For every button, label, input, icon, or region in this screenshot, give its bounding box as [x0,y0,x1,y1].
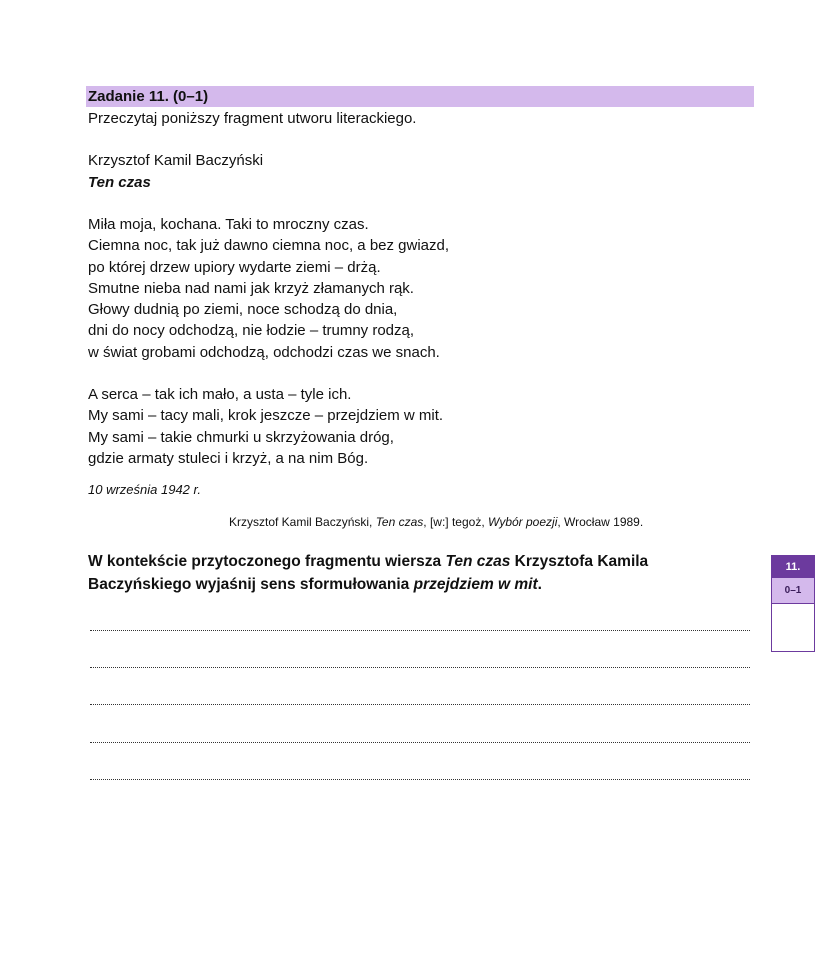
poem-line: Miła moja, kochana. Taki to mroczny czas. [88,216,369,233]
poem-line: Smutne nieba nad nami jak krzyż złamanych rąk. [88,279,414,297]
answer-line[interactable] [90,742,750,743]
question-part-1: W kontekście przytoczonego fragmentu wiersza [88,553,446,570]
poem-line: My sami – tacy mali, krok jeszcze – przejdziem w mit. [88,407,444,425]
source-book: Wybór poezji [488,515,558,529]
source-author: Krzysztof Kamil Baczyński, [229,515,376,529]
score-task-number: 11. [772,556,814,578]
answer-line[interactable] [90,779,750,780]
question-part-2: Krzysztofa Kamila Baczyńskiego wyjaśnij sens sformułowania [88,553,649,593]
source-title: Ten czas [375,515,424,529]
poem-line: w świat grobami odchodzą, odchodzi czas we snach. [88,343,440,361]
task-instruction: Przeczytaj poniższy fragment utworu literackiego. [88,110,417,127]
answer-line[interactable] [90,667,750,668]
question-text [88,550,728,596]
question-italic-1: Ten czas [445,553,511,570]
source-end: , Wrocław 1989. [557,515,644,529]
poem-line: My sami – takie chmurki u skrzyżowania dróg, [88,428,394,446]
question-italic-2: przejdziem w mit [413,576,538,593]
score-range: 0–1 [772,578,814,604]
poem-line: A serca – tak ich mało, a usta – tyle ich. [88,386,352,403]
poem-line: Ciemna noc, tak już dawno ciemna noc, a bez gwiazd, [88,237,450,255]
source-citation [229,513,643,531]
source-mid: , [w:] tegoż, [423,515,488,529]
poem-line: Głowy dudnią po ziemi, noce schodzą do dnia, [88,301,398,319]
poem-line: dni do nocy odchodzą, nie łodzie – trumny rodzą, [88,322,415,340]
score-entry-cell[interactable] [772,604,814,651]
poem-stanza-2 [88,384,443,469]
poem-title: Ten czas [88,174,151,191]
poem-date: 10 września 1942 r. [88,482,201,497]
poem-author: Krzysztof Kamil Baczyński [88,152,264,169]
answer-line[interactable] [90,704,750,705]
answer-line[interactable] [90,630,750,631]
poem-stanza-1 [88,214,449,363]
score-box [771,555,815,652]
poem-line: po której drzew upiory wydarte ziemi – drżą. [88,258,381,276]
task-header: Zadanie 11. (0–1) [86,86,754,107]
question-part-3: . [537,576,542,593]
poem-line: gdzie armaty stuleci i krzyż, a na nim Bóg. [88,449,369,467]
